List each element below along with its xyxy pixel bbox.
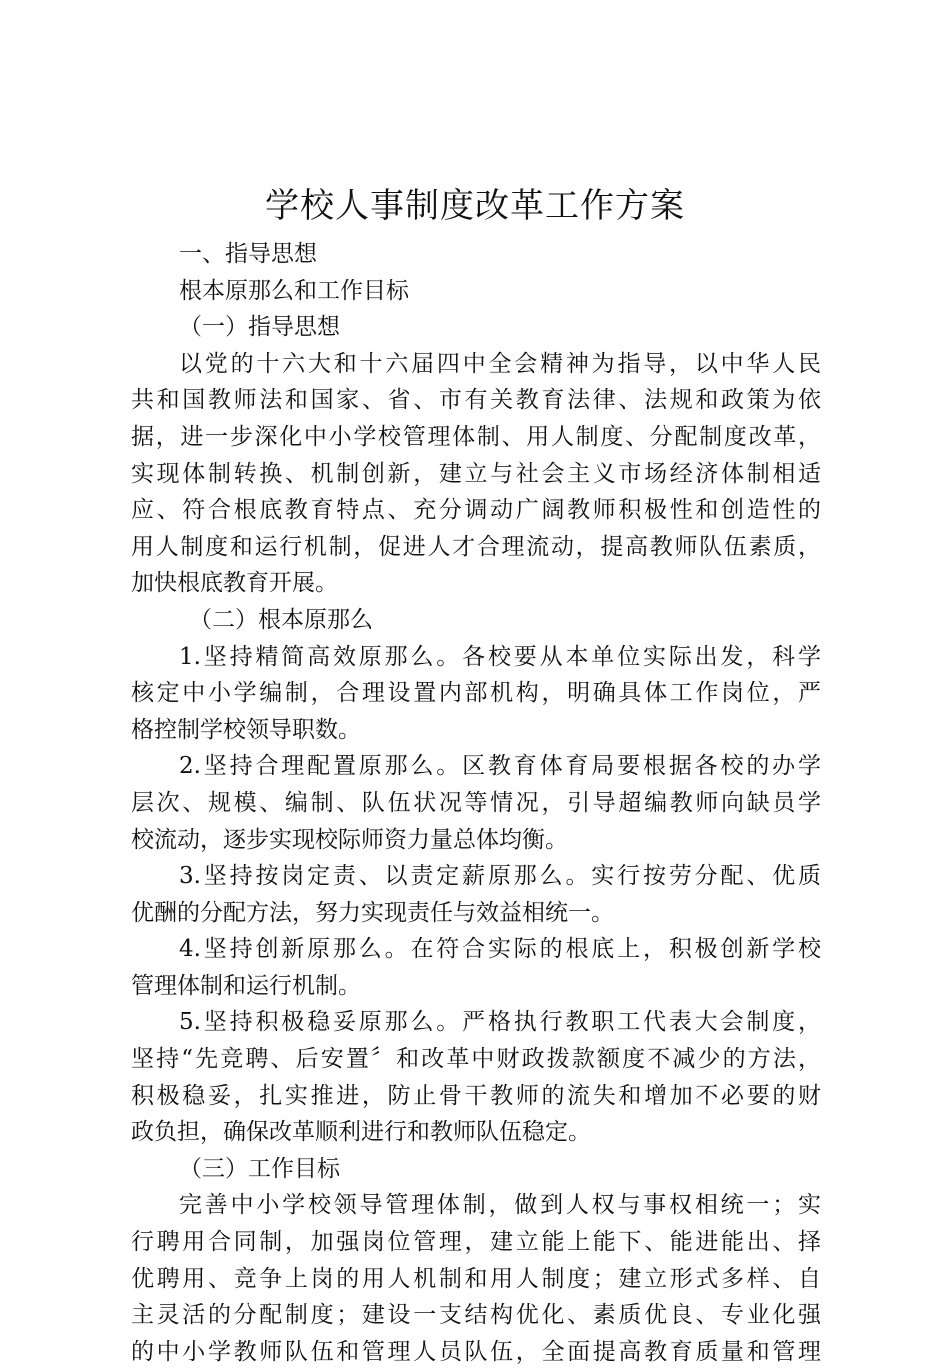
paragraph-line: 行聘用合同制，加强岗位管理，建立能上能下、能进能出、择	[131, 1229, 821, 1256]
paragraph-line: 核定中小学编制，合理设置内部机构，明确具体工作岗位，严	[131, 680, 821, 707]
document-body	[131, 236, 821, 1370]
paragraph-line: 政负担，确保改革顺利进行和教师队伍稳定。	[131, 1119, 591, 1146]
paragraph-line: 2.坚持合理配置原那么。区教育体育局要根据各校的办学	[179, 753, 821, 780]
paragraph-line: 层次、规模、编制、队伍状况等情况，引导超编教师向缺员学	[131, 789, 821, 816]
paragraph-line: 4.坚持创新原那么。在符合实际的根底上，积极创新学校	[179, 936, 821, 963]
paragraph-line: 实现体制转换、机制创新，建立与社会主义市场经济体制相适	[131, 460, 821, 487]
paragraph-line: 完善中小学校领导管理体制，做到人权与事权相统一；实	[179, 1192, 821, 1219]
paragraph-line: 积极稳妥，扎实推进，防止骨干教师的流失和增加不必要的财	[131, 1082, 821, 1109]
paragraph-line: 坚持“先竞聘、后安置〞和改革中财政拨款额度不减少的方法，	[131, 1046, 821, 1073]
paragraph-line: 主灵活的分配制度；建设一支结构优化、素质优良、专业化强	[131, 1302, 821, 1329]
paragraph-line: 加快根底教育开展。	[131, 570, 338, 597]
paragraph-line: 共和国教师法和国家、省、市有关教育法律、法规和政策为依	[131, 387, 821, 414]
paragraph-line: 据，进一步深化中小学校管理体制、用人制度、分配制度改革，	[131, 423, 821, 450]
paragraph-line: 的中小学教师队伍和管理人员队伍，全面提高教育质量和管理	[131, 1338, 821, 1365]
subsection-heading: （二）根本原那么	[189, 606, 373, 633]
paragraph-line: 用人制度和运行机制，促进人才合理流动，提高教师队伍素质，	[131, 533, 821, 560]
paragraph-line: 3.坚持按岗定责、以责定薪原那么。实行按劳分配、优质	[179, 863, 821, 890]
subsection-heading: （三）工作目标	[179, 1155, 340, 1182]
paragraph-line: 优酬的分配方法，努力实现责任与效益相统一。	[131, 899, 614, 926]
subsection-heading: （一）指导思想	[179, 314, 340, 341]
document-title: 学校人事制度改革工作方案	[265, 186, 685, 226]
paragraph-line: 以党的十六大和十六届四中全会精神为指导，以中华人民	[179, 350, 821, 377]
paragraph-line: 校流动，逐步实现校际师资力量总体均衡。	[131, 826, 568, 853]
section-heading: 一、指导思想	[179, 241, 317, 267]
paragraph-line: 应、符合根底教育特点、充分调动广阔教师积极性和创造性的	[131, 497, 821, 524]
paragraph-line: 管理体制和运行机制。	[131, 972, 361, 999]
section-heading: 根本原那么和工作目标	[179, 277, 409, 304]
paragraph-line: 1.坚持精简高效原那么。各校要从本单位实际出发，科学	[179, 643, 821, 670]
paragraph-line: 5.坚持积极稳妥原那么。严格执行教职工代表大会制度，	[179, 1009, 821, 1036]
paragraph-line: 格控制学校领导职数。	[131, 716, 361, 743]
paragraph-line: 优聘用、竞争上岗的用人机制和用人制度；建立形式多样、自	[131, 1265, 821, 1292]
